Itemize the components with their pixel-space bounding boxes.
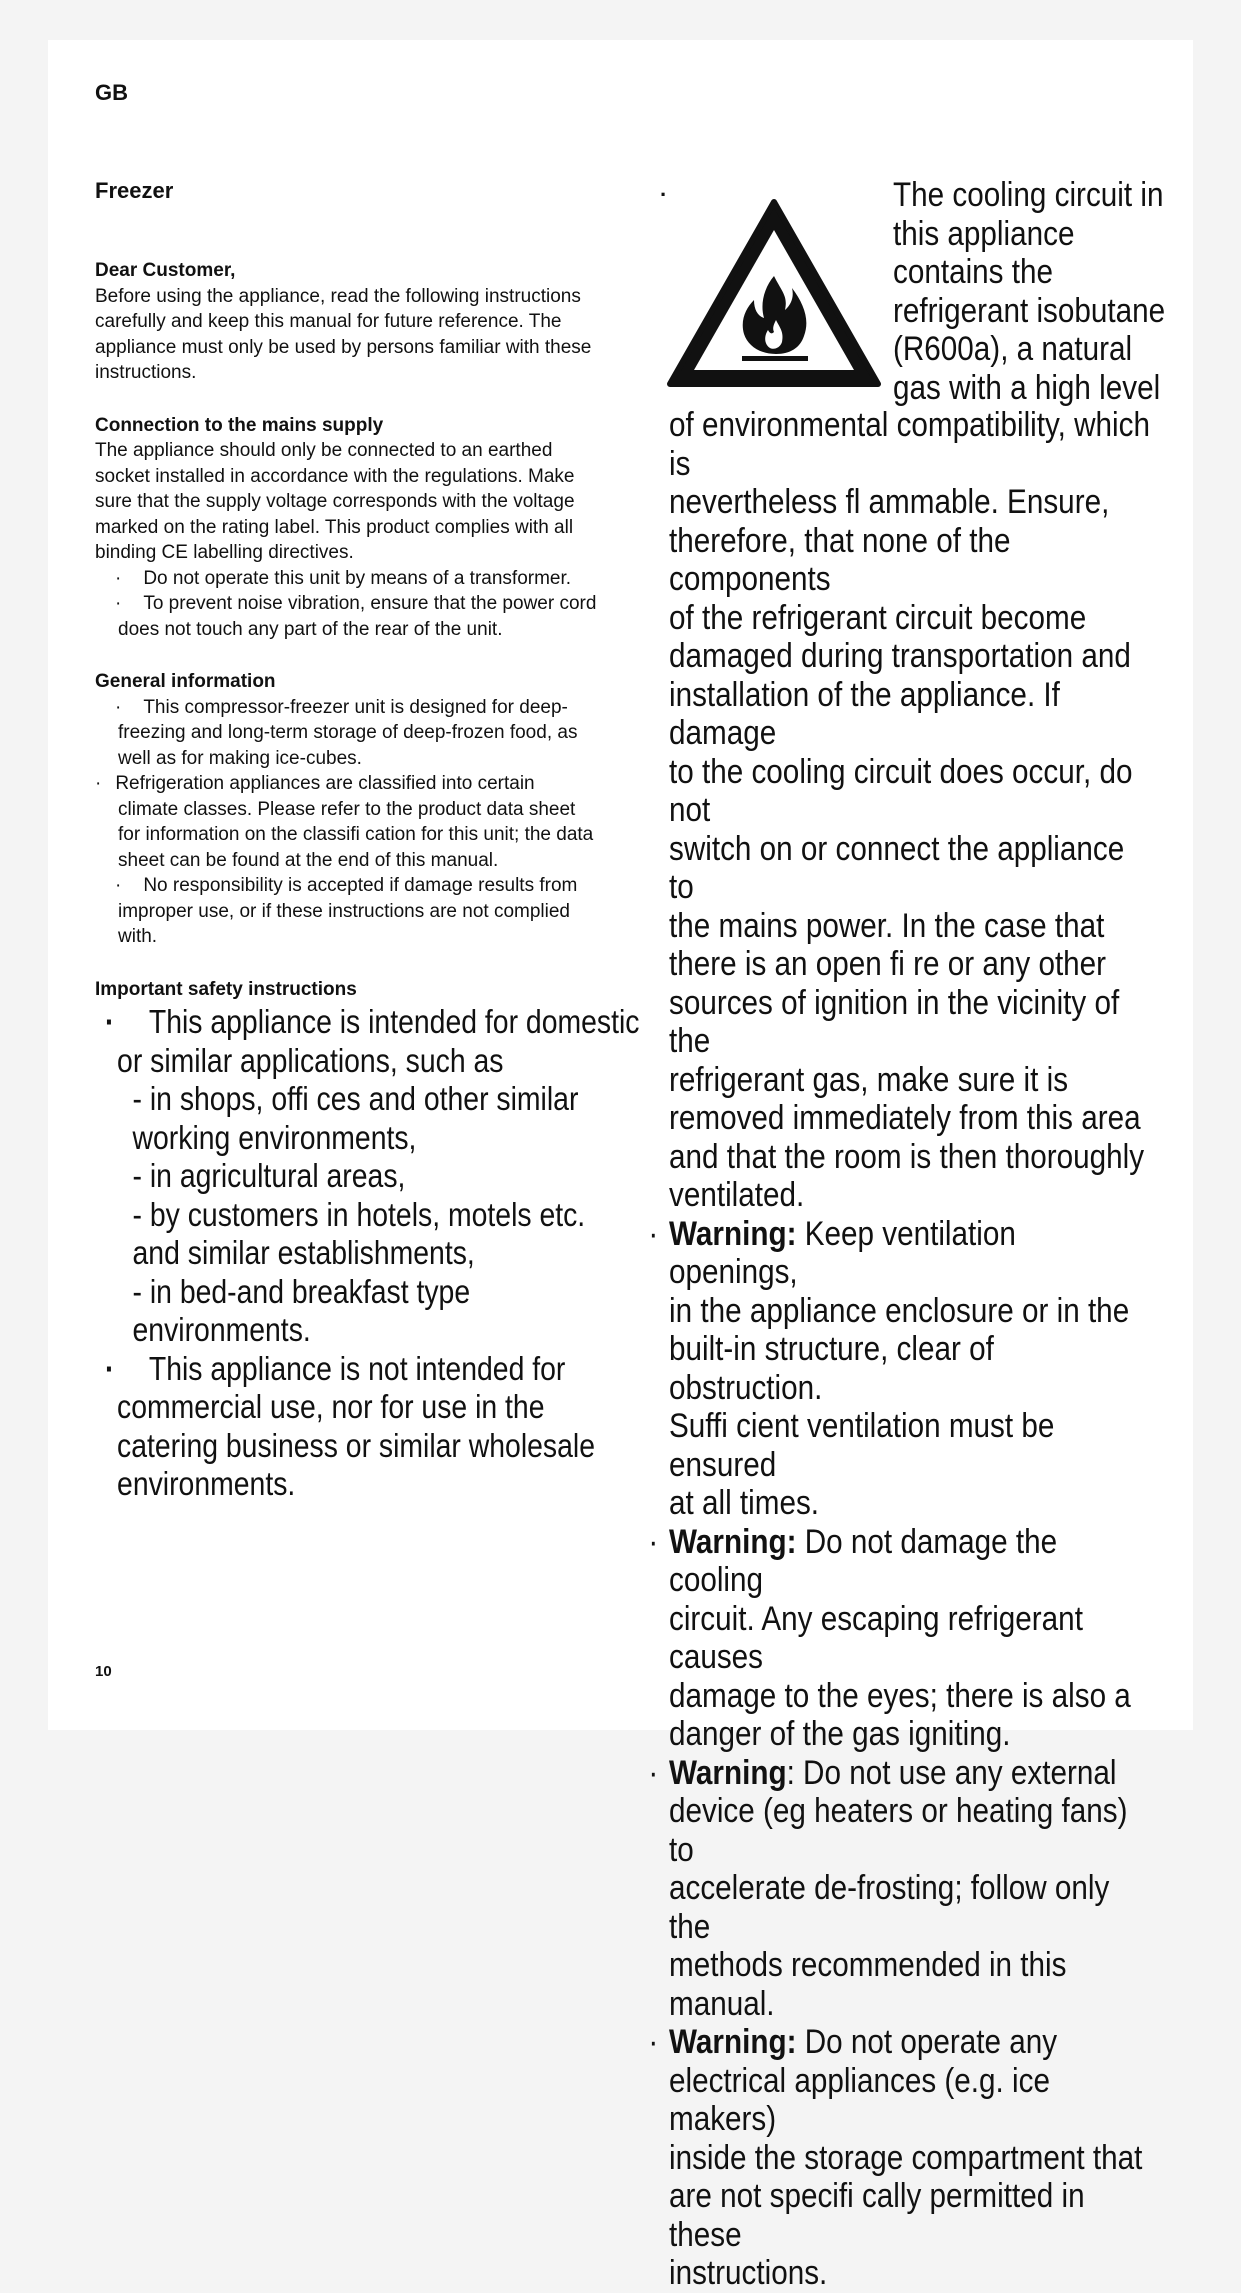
- body-line: sources of ignition in the vicinity of the: [669, 983, 1120, 1060]
- safety-bullet-cont: environments.: [117, 1465, 296, 1502]
- left-column: [95, 258, 635, 1002]
- safety-sub: - in agricultural areas,: [132, 1157, 406, 1194]
- mains-bullet: · To prevent noise vibration, ensure that the power cord: [115, 593, 597, 614]
- intro-line: contains the: [893, 253, 1054, 291]
- warning-text: Do not damage the cooling: [669, 1522, 1058, 1599]
- safety-sub: - in shops, offi ces and other similar: [132, 1080, 579, 1117]
- warning-line: electrical appliances (e.g. ice makers): [669, 2061, 1050, 2138]
- warning-line: are not specifi cally permitted in these: [669, 2177, 1085, 2254]
- warning-item: [648, 2023, 1151, 2062]
- bullet-dot: ·: [115, 593, 122, 614]
- warning-line: inside the storage compartment that: [669, 2138, 1143, 2177]
- mains-line: binding CE labelling directives.: [95, 542, 354, 563]
- warning-line: at all times.: [669, 1484, 820, 1522]
- intro-line: (R600a), a natural: [893, 330, 1133, 368]
- mains-line: The appliance should only be connected to an earthed: [95, 440, 553, 461]
- body-line: switch on or connect the appliance to: [669, 829, 1125, 906]
- warning-line: instructions.: [669, 2254, 828, 2292]
- intro-line: carefully and keep this manual for future reference. The: [95, 311, 562, 332]
- warning-item: [648, 1214, 1151, 1292]
- warning-text: Do not operate any: [796, 2023, 1058, 2061]
- mains-line: socket installed in accordance with the regulations. Make: [95, 465, 575, 487]
- safety-sub: environments.: [132, 1311, 311, 1348]
- body-line: there is an open fi re or any other: [669, 945, 1107, 983]
- safety-sub: and similar establishments,: [132, 1234, 475, 1271]
- body-line: damaged during transportation and: [669, 637, 1131, 675]
- general-bullet-cont: improper use, or if these instructions are not complied: [118, 900, 570, 922]
- mains-bullet: · Do not operate this unit by means of a transformer.: [115, 567, 572, 589]
- warning-line: methods recommended in this manual.: [669, 1946, 1067, 2023]
- general-bullet-cont: freezing and long-term storage of deep-frozen food, as: [118, 722, 578, 743]
- intro-line: appliance must only be used by persons familiar with these: [95, 336, 592, 358]
- body-line: therefore, that none of the components: [669, 521, 1011, 598]
- warning-line: device (eg heaters or heating fans) to: [669, 1792, 1128, 1869]
- page-number: 10: [95, 1663, 112, 1680]
- general-bullet-cont: sheet can be found at the end of this manual.: [118, 849, 499, 871]
- warning-item: [648, 1753, 1151, 1793]
- body-line: ventilated.: [669, 1176, 805, 1214]
- intro-line: instructions.: [95, 362, 197, 383]
- warning-line: damage to the eyes; there is also a: [669, 1676, 1131, 1715]
- general-bullet: · Refrigeration appliances are classified into certain: [95, 773, 535, 794]
- warning-label: Warning:: [669, 2023, 797, 2061]
- general-bullet-cont: with.: [118, 926, 158, 947]
- warning-line: danger of the gas igniting.: [669, 1715, 1011, 1753]
- mains-bullet-cont: does not touch any part of the rear of the unit.: [118, 618, 503, 640]
- document-title: Freezer: [95, 178, 174, 203]
- safety-list: [105, 1003, 655, 1504]
- bullet-dot: ·: [660, 182, 668, 207]
- safety-heading: Important safety instructions: [95, 978, 357, 1000]
- intro-line: gas with a high level: [893, 368, 1161, 407]
- general-bullet-cont: for information on the classifi cation for this unit; the data: [118, 824, 594, 845]
- safety-sub: working environments,: [132, 1118, 417, 1156]
- bullet-dot: ·: [115, 567, 122, 589]
- warning-line: circuit. Any escaping refrigerant causes: [669, 1599, 1083, 1676]
- warning-item: [648, 1522, 1151, 1600]
- safety-bullet-cont: commercial use, nor for use in the: [117, 1388, 545, 1425]
- mains-line: marked on the rating label. This product complies with all: [95, 516, 574, 538]
- body-line: the mains power. In the case that: [669, 906, 1105, 945]
- intro-line: Before using the appliance, read the following instructions: [95, 285, 581, 307]
- mains-heading: Connection to the mains supply: [95, 414, 384, 436]
- warning-label: Warning:: [669, 1522, 797, 1561]
- warning-label: Warning: [669, 1753, 787, 1792]
- safety-bullet: · This appliance is not intended for: [105, 1349, 566, 1387]
- bullet-dot: ·: [648, 2023, 659, 2061]
- safety-bullet: · This appliance is intended for domestic: [105, 1003, 640, 1040]
- body-line: of the refrigerant circuit become: [669, 598, 1087, 637]
- intro-line: refrigerant isobutane: [893, 291, 1166, 330]
- body-line: installation of the appliance. If damage: [669, 675, 1060, 752]
- warning-line: Suffi cient ventilation must be ensured: [669, 1407, 1055, 1484]
- right-column: [648, 406, 1151, 2293]
- body-line: refrigerant gas, make sure it is: [669, 1060, 1069, 1099]
- bullet-dot: ·: [648, 1522, 659, 1561]
- warning-label: Warning:: [669, 1214, 797, 1253]
- flammable-warning-icon: [664, 196, 884, 392]
- body-line: removed immediately from this area: [669, 1099, 1141, 1137]
- intro-line: this appliance: [893, 214, 1075, 253]
- general-bullet: · This compressor-freezer unit is designed for deep-: [115, 696, 568, 718]
- body-line: nevertheless fl ammable. Ensure,: [669, 483, 1110, 521]
- bullet-dot: ·: [648, 1214, 659, 1253]
- warning-line: built-in structure, clear of obstruction.: [669, 1330, 994, 1407]
- general-bullet-cont: climate classes. Please refer to the product data sheet: [118, 798, 576, 820]
- greeting: Dear Customer,: [95, 260, 236, 281]
- body-line: to the cooling circuit does occur, do not: [669, 752, 1133, 829]
- mains-line: sure that the supply voltage corresponds with the voltage: [95, 491, 575, 512]
- body-line: of environmental compatibility, which is: [669, 406, 1150, 483]
- safety-bullet-cont: or similar applications, such as: [117, 1041, 504, 1079]
- right-intro: [893, 176, 1192, 407]
- warning-text: : Do not use any external: [786, 1753, 1117, 1792]
- language-code: GB: [95, 80, 128, 105]
- safety-bullet-cont: catering business or similar wholesale: [117, 1426, 595, 1464]
- safety-sub: - in bed-and breakfast type: [132, 1272, 471, 1310]
- general-bullet: · No responsibility is accepted if damage results from: [115, 875, 578, 896]
- bullet-dot: ·: [648, 1753, 659, 1792]
- warning-line: in the appliance enclosure or in the: [669, 1291, 1130, 1330]
- body-line: and that the room is then thoroughly: [669, 1137, 1145, 1176]
- warning-line: accelerate de-frosting; follow only the: [669, 1869, 1110, 1946]
- warning-text: Keep ventilation openings,: [669, 1214, 1016, 1291]
- general-heading: General information: [95, 671, 276, 692]
- intro-line: The cooling circuit in: [893, 176, 1164, 214]
- general-bullet-cont: well as for making ice-cubes.: [118, 747, 362, 769]
- safety-sub: - by customers in hotels, motels etc.: [132, 1195, 586, 1233]
